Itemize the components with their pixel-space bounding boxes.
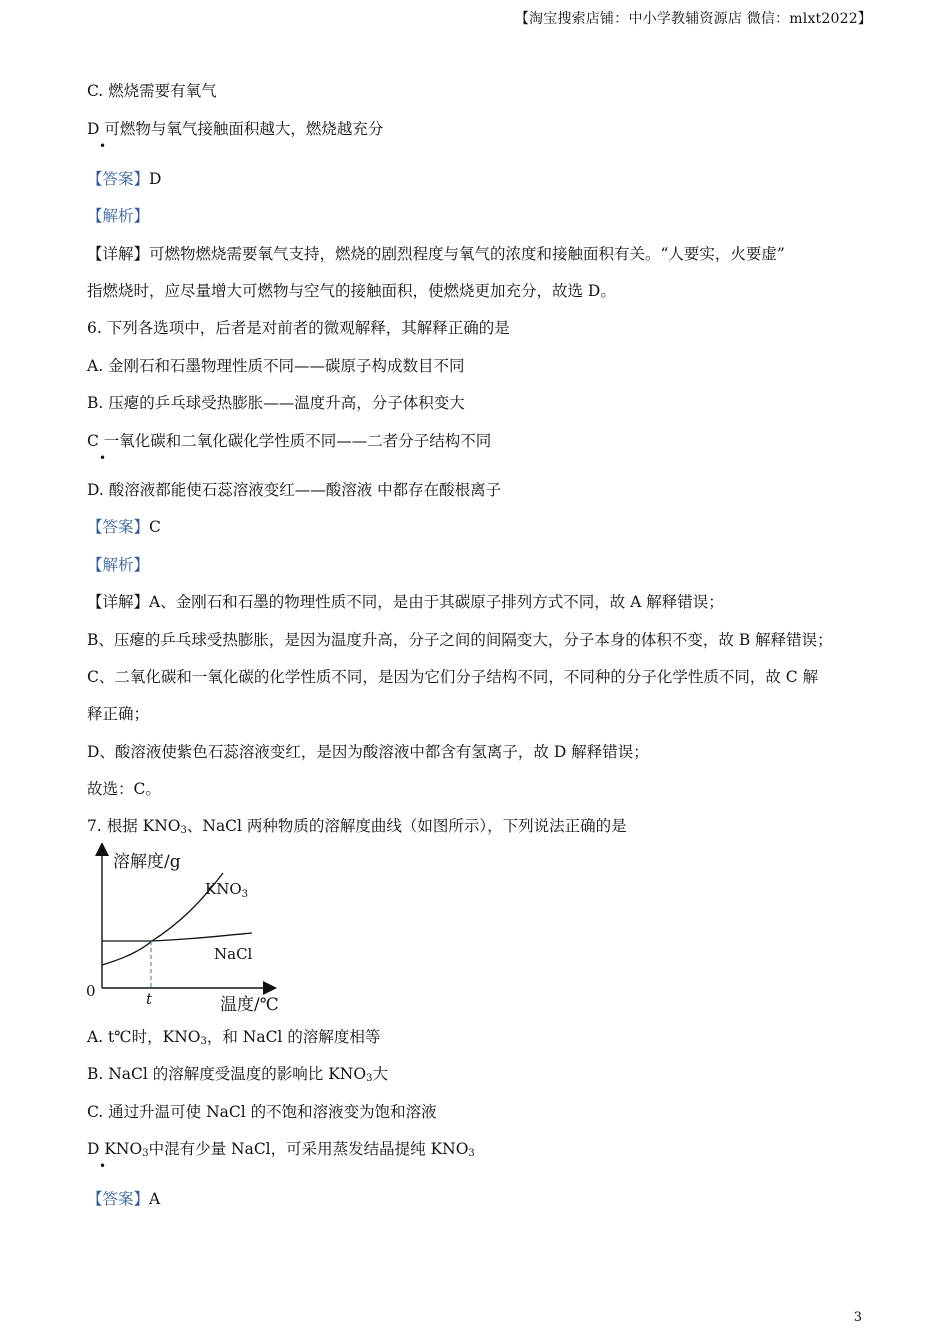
subscript: 3 [366, 1073, 373, 1084]
y-axis-label: 溶解度/g [113, 852, 181, 872]
answer-tag: 【答案】 [87, 1190, 150, 1208]
page-number: 3 [853, 1310, 862, 1325]
q7-option-d [87, 1138, 475, 1165]
q5-analysis-tag: 【解析】 [87, 207, 150, 225]
nacl-label: NaCl [214, 945, 253, 963]
origin-label: 0 [86, 982, 96, 1000]
q7-option-b [87, 1063, 388, 1090]
q5-detail-line-1: 【详解】可燃物燃烧需要氧气支持，燃烧的剧烈程度与氧气的浓度和接触面积有关。“人要实，火要虚” [87, 245, 785, 263]
subscript: 3 [200, 1036, 207, 1047]
q7-option-a [87, 1026, 380, 1053]
q6-detail-c-1: C、二氧化碳和一氧化碳的化学性质不同，是因为它们分子结构不同，不同种的分子化学性质不同，故 C 解 [87, 668, 819, 686]
q7-option-a-part: A. t℃时，KNO [87, 1028, 201, 1046]
q6-analysis-tag: 【解析】 [87, 556, 150, 574]
dot-mark: • [99, 139, 107, 153]
q6-detail-b: B、压瘪的乒乓球受热膨胀，是因为温度升高，分子之间的间隔变大，分子本身的体积不变，故 B 解释错误； [87, 631, 833, 649]
q6-detail-c-2: 释正确； [87, 705, 150, 723]
q5-option-d: D 可燃物与氧气接触面积越大，燃烧越充分 [87, 120, 384, 138]
solubility-curve-figure [80, 843, 295, 1018]
subscript: 3 [468, 1148, 475, 1159]
q6-answer [87, 516, 161, 538]
q7-stem-part: 、NaCl 两种物质的溶解度曲线（如图所示），下列说法正确的是 [186, 817, 627, 835]
answer-tag: 【答案】 [87, 518, 150, 536]
q7-option-d-part: D KNO [87, 1140, 143, 1158]
t-label: t [146, 990, 153, 1008]
nacl-curve [102, 933, 252, 941]
q5-option-c: C. 燃烧需要有氧气 [87, 82, 217, 100]
dot-mark: • [99, 451, 107, 465]
q6-detail-d: D、酸溶液使紫色石蕊溶液变红，是因为酸溶液中都含有氢离子，故 D 解释错误； [87, 743, 649, 761]
q7-option-b-part: 大 [372, 1065, 388, 1083]
q7-option-a-part: ，和 NaCl 的溶解度相等 [206, 1028, 381, 1046]
page-header: 【淘宝搜索店铺：中小学教辅资源店 微信：mlxt2022】 [514, 11, 872, 27]
dot-mark: • [99, 1159, 107, 1173]
q6-stem: 6. 下列各选项中，后者是对前者的微观解释，其解释正确的是 [87, 319, 510, 337]
answer-tag: 【答案】 [87, 170, 150, 188]
q7-stem [87, 815, 627, 842]
subscript: 3 [142, 1148, 149, 1159]
q7-option-d-part: 中混有少量 NaCl，可采用蒸发结晶提纯 KNO [148, 1140, 469, 1158]
kno3-label-text: KNO [205, 880, 242, 898]
x-axis-label: 温度/℃ [220, 995, 279, 1015]
answer-value: D [149, 170, 162, 188]
q6-detail-a: 【详解】A、金刚石和石墨的物理性质不同，是由于其碳原子排列方式不同，故 A 解释错误； [87, 593, 724, 611]
q7-stem-part: 7. 根据 KNO [87, 817, 181, 835]
q6-option-d: D. 酸溶液都能使石蕊溶液变红——酸溶液 中都存在酸根离子 [87, 481, 502, 499]
q6-conclusion: 故选：C。 [87, 780, 161, 798]
answer-value: C [149, 518, 161, 536]
q7-option-b-part: B. NaCl 的溶解度受温度的影响比 KNO [87, 1065, 367, 1083]
answer-value: A [149, 1190, 161, 1208]
q7-answer [87, 1188, 160, 1210]
kno3-label-sub: 3 [241, 889, 249, 900]
q6-option-a: A. 金刚石和石墨物理性质不同——碳原子构成数目不同 [87, 357, 465, 375]
q6-option-b: B. 压瘪的乒乓球受热膨胀——温度升高，分子体积变大 [87, 394, 465, 412]
q6-option-c: C 一氧化碳和二氧化碳化学性质不同——二者分子结构不同 [87, 432, 492, 450]
subscript: 3 [180, 825, 187, 836]
kno3-label [205, 880, 248, 900]
q5-detail-line-2: 指燃烧时，应尽量增大可燃物与空气的接触面积，使燃烧更加充分，故选 D。 [87, 282, 616, 300]
q7-option-c: C. 通过升温可使 NaCl 的不饱和溶液变为饱和溶液 [87, 1103, 437, 1121]
q5-answer [87, 168, 161, 190]
